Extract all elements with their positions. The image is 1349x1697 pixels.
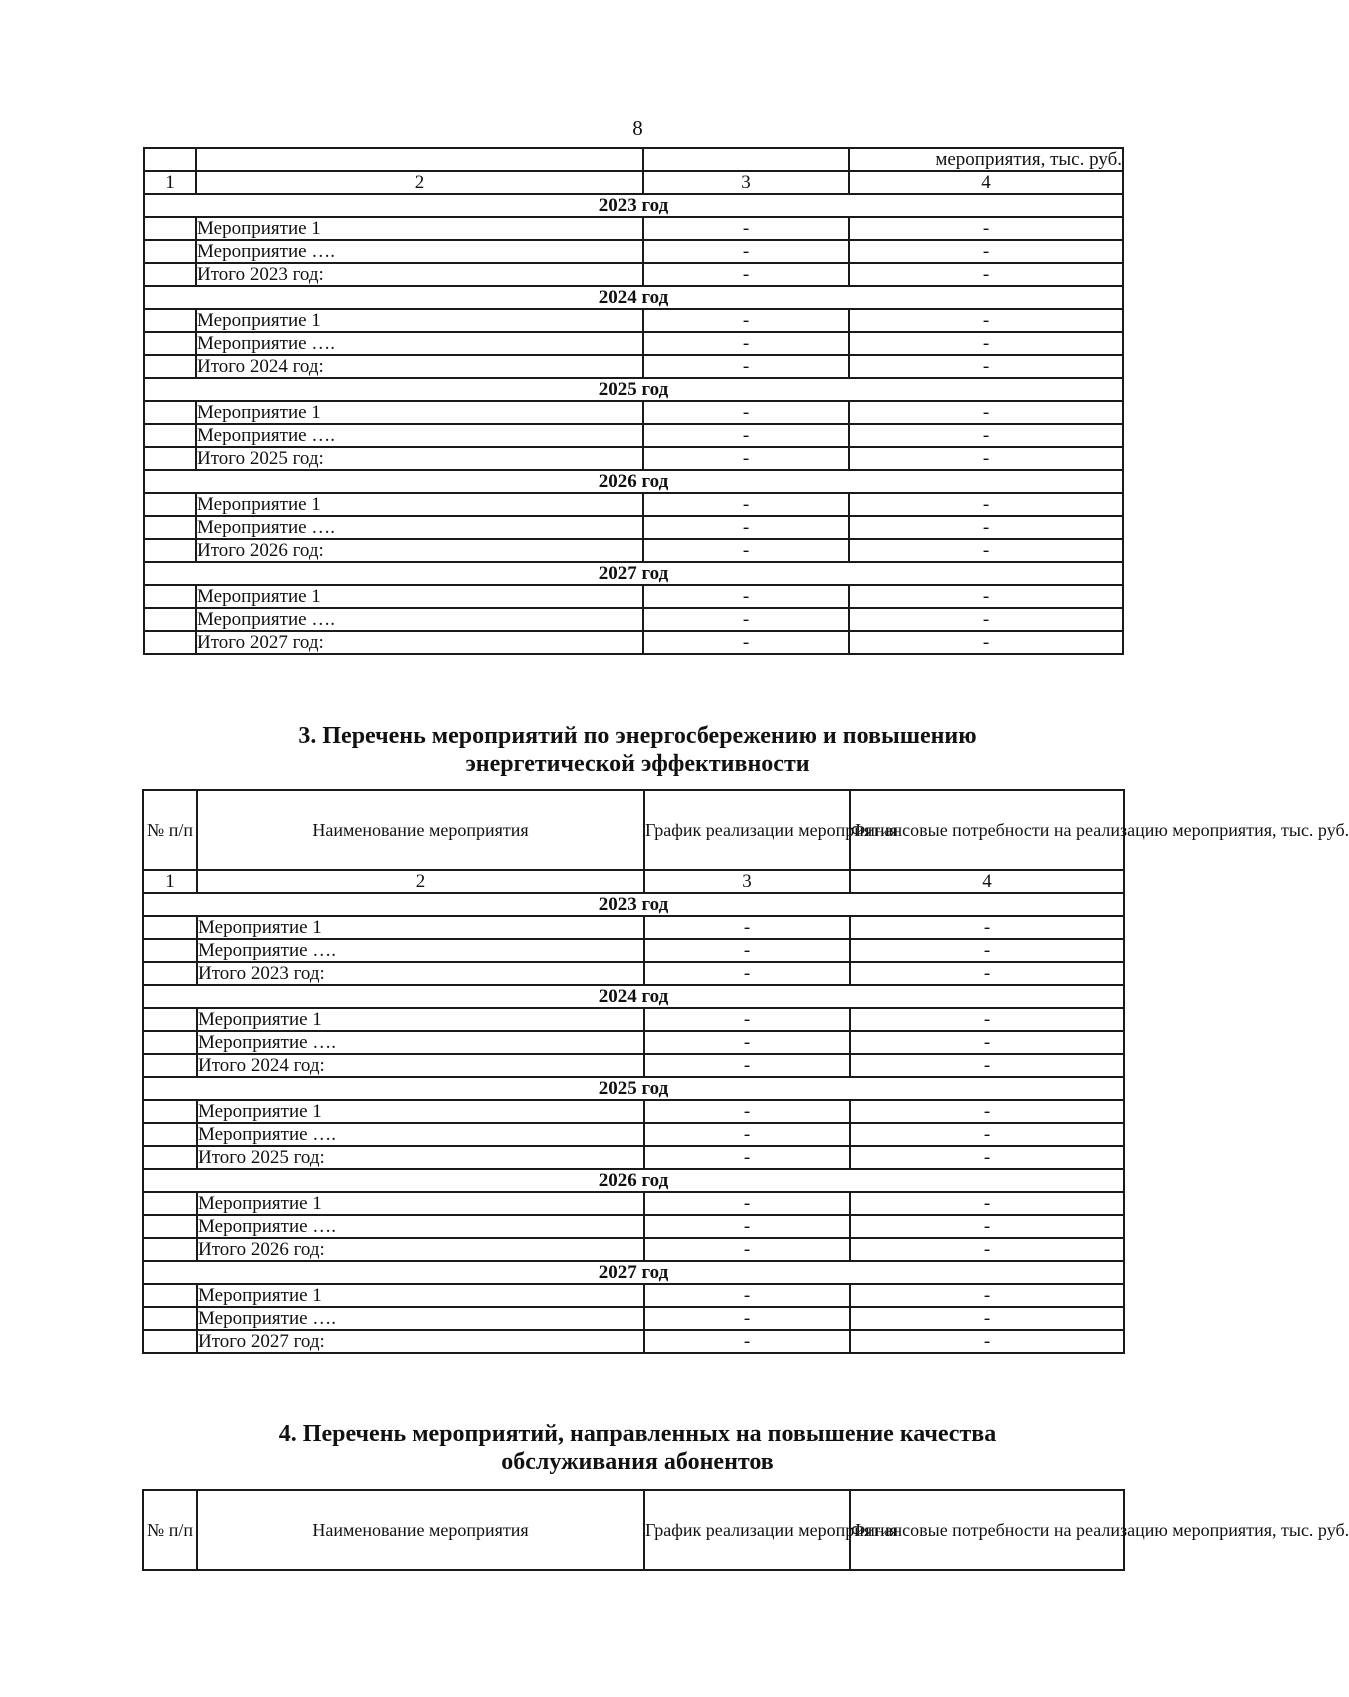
row-number-cell bbox=[144, 516, 196, 539]
schedule-value: - bbox=[643, 401, 849, 424]
table-row bbox=[144, 217, 1123, 240]
table-header-row bbox=[143, 1490, 1124, 1570]
schedule-value: - bbox=[644, 1123, 850, 1146]
year-label: 2026 год bbox=[144, 470, 1123, 493]
finance-value: - bbox=[849, 401, 1123, 424]
continued-table bbox=[143, 147, 1124, 655]
column-number: 2 bbox=[197, 870, 644, 893]
measure-name: Мероприятие 1 bbox=[196, 309, 643, 332]
schedule-value: - bbox=[643, 631, 849, 654]
column-number: 2 bbox=[196, 171, 643, 194]
table-row bbox=[144, 516, 1123, 539]
measure-name: Мероприятие 1 bbox=[197, 1008, 644, 1031]
finance-value: - bbox=[849, 608, 1123, 631]
year-row bbox=[143, 1169, 1124, 1192]
finance-value: - bbox=[850, 1307, 1124, 1330]
total-label: Итого 2025 год: bbox=[197, 1146, 644, 1169]
table-row bbox=[144, 493, 1123, 516]
measure-name: Мероприятие 1 bbox=[197, 1284, 644, 1307]
finance-value: - bbox=[849, 424, 1123, 447]
column-number: 3 bbox=[643, 171, 849, 194]
finance-value: - bbox=[849, 631, 1123, 654]
row-number-cell bbox=[144, 585, 196, 608]
table-row bbox=[144, 309, 1123, 332]
schedule-value: - bbox=[643, 424, 849, 447]
section-4-title-line-2: обслуживания абонентов bbox=[501, 1449, 774, 1475]
header-cell-name bbox=[196, 148, 643, 171]
table-row bbox=[143, 1123, 1124, 1146]
measure-name: Мероприятие 1 bbox=[196, 401, 643, 424]
row-number-cell bbox=[144, 332, 196, 355]
finance-value: - bbox=[849, 355, 1123, 378]
section-3-title-line-2: энергетической эффективности bbox=[465, 751, 810, 777]
year-row bbox=[144, 562, 1123, 585]
finance-value: - bbox=[849, 217, 1123, 240]
row-number-cell bbox=[143, 1330, 197, 1353]
row-number-cell bbox=[144, 401, 196, 424]
year-label: 2027 год bbox=[143, 1261, 1124, 1284]
row-number-cell bbox=[144, 309, 196, 332]
row-number-cell bbox=[143, 1238, 197, 1261]
year-label: 2027 год bbox=[144, 562, 1123, 585]
measure-name: Мероприятие …. bbox=[196, 424, 643, 447]
finance-value: - bbox=[850, 1215, 1124, 1238]
column-number-row bbox=[144, 171, 1123, 194]
finance-value: - bbox=[849, 447, 1123, 470]
row-number-cell bbox=[143, 1123, 197, 1146]
total-row bbox=[143, 1054, 1124, 1077]
schedule-value: - bbox=[644, 1031, 850, 1054]
finance-value: - bbox=[850, 916, 1124, 939]
section-3-title bbox=[0, 722, 1275, 778]
schedule-value: - bbox=[643, 309, 849, 332]
schedule-value: - bbox=[644, 1054, 850, 1077]
finance-value: - bbox=[849, 539, 1123, 562]
table-row bbox=[144, 401, 1123, 424]
schedule-value: - bbox=[643, 355, 849, 378]
total-label: Итого 2027 год: bbox=[196, 631, 643, 654]
total-label: Итого 2023 год: bbox=[197, 962, 644, 985]
header-name: Наименование мероприятия bbox=[197, 1490, 644, 1570]
schedule-value: - bbox=[644, 1238, 850, 1261]
total-row bbox=[144, 355, 1123, 378]
row-number-cell bbox=[143, 939, 197, 962]
column-number: 4 bbox=[850, 870, 1124, 893]
column-number: 1 bbox=[144, 171, 196, 194]
header-cell-schedule bbox=[643, 148, 849, 171]
total-label: Итого 2023 год: bbox=[196, 263, 643, 286]
schedule-value: - bbox=[643, 240, 849, 263]
year-label: 2025 год bbox=[144, 378, 1123, 401]
year-label: 2024 год bbox=[143, 985, 1124, 1008]
total-label: Итого 2024 год: bbox=[196, 355, 643, 378]
finance-value: - bbox=[850, 1100, 1124, 1123]
header-schedule: График реализации мероприятия bbox=[644, 1490, 850, 1570]
finance-value: - bbox=[850, 1192, 1124, 1215]
year-label: 2024 год bbox=[144, 286, 1123, 309]
table-row bbox=[143, 1008, 1124, 1031]
finance-value: - bbox=[849, 493, 1123, 516]
measure-name: Мероприятие 1 bbox=[197, 916, 644, 939]
year-row bbox=[143, 985, 1124, 1008]
row-number-cell bbox=[144, 217, 196, 240]
year-row bbox=[144, 378, 1123, 401]
header-finance: Финансовые потребности на реализацию мероприятия, тыс. руб. bbox=[850, 790, 1124, 870]
schedule-value: - bbox=[643, 263, 849, 286]
schedule-value: - bbox=[644, 1330, 850, 1353]
row-number-cell bbox=[143, 962, 197, 985]
schedule-value: - bbox=[644, 1284, 850, 1307]
finance-value: - bbox=[850, 1054, 1124, 1077]
section-4-title bbox=[0, 1420, 1275, 1476]
table-row bbox=[143, 1215, 1124, 1238]
measure-name: Мероприятие 1 bbox=[196, 585, 643, 608]
row-number-cell bbox=[144, 608, 196, 631]
table-row bbox=[143, 1284, 1124, 1307]
column-number: 1 bbox=[143, 870, 197, 893]
year-label: 2023 год bbox=[143, 893, 1124, 916]
section-4-title-line-1: 4. Перечень мероприятий, направленных на повышение качества bbox=[278, 1421, 997, 1447]
table-row bbox=[143, 939, 1124, 962]
row-number-cell bbox=[143, 1054, 197, 1077]
row-number-cell bbox=[144, 447, 196, 470]
schedule-value: - bbox=[644, 1100, 850, 1123]
table-row bbox=[144, 240, 1123, 263]
total-row bbox=[143, 1238, 1124, 1261]
finance-value: - bbox=[850, 1330, 1124, 1353]
measure-name: Мероприятие 1 bbox=[196, 493, 643, 516]
row-number-cell bbox=[143, 1284, 197, 1307]
schedule-value: - bbox=[643, 447, 849, 470]
measure-name: Мероприятие …. bbox=[197, 939, 644, 962]
column-number-row bbox=[143, 870, 1124, 893]
continued-header-row bbox=[144, 148, 1123, 171]
year-label: 2023 год bbox=[144, 194, 1123, 217]
total-row bbox=[143, 962, 1124, 985]
finance-value: - bbox=[850, 1238, 1124, 1261]
row-number-cell bbox=[143, 1192, 197, 1215]
total-row bbox=[144, 539, 1123, 562]
schedule-value: - bbox=[643, 493, 849, 516]
table-row bbox=[144, 424, 1123, 447]
row-number-cell bbox=[143, 1100, 197, 1123]
total-label: Итого 2026 год: bbox=[196, 539, 643, 562]
header-num: № п/п bbox=[143, 790, 197, 870]
service-quality-table bbox=[142, 1489, 1349, 1571]
finance-value: - bbox=[849, 309, 1123, 332]
year-row bbox=[144, 286, 1123, 309]
schedule-value: - bbox=[643, 516, 849, 539]
year-row bbox=[143, 1261, 1124, 1284]
row-number-cell bbox=[143, 1008, 197, 1031]
total-row bbox=[144, 263, 1123, 286]
header-num: № п/п bbox=[143, 1490, 197, 1570]
header-schedule: График реализации мероприятия bbox=[644, 790, 850, 870]
measure-name: Мероприятие …. bbox=[196, 516, 643, 539]
finance-value: - bbox=[850, 1123, 1124, 1146]
measure-name: Мероприятие 1 bbox=[197, 1192, 644, 1215]
schedule-value: - bbox=[643, 332, 849, 355]
finance-value: - bbox=[850, 1146, 1124, 1169]
finance-value: - bbox=[849, 240, 1123, 263]
schedule-value: - bbox=[644, 916, 850, 939]
section-3-title-line-1: 3. Перечень мероприятий по энергосбережению и повышению bbox=[298, 723, 977, 749]
total-label: Итого 2027 год: bbox=[197, 1330, 644, 1353]
total-row bbox=[143, 1146, 1124, 1169]
table-row bbox=[143, 1100, 1124, 1123]
schedule-value: - bbox=[644, 1146, 850, 1169]
finance-value: - bbox=[850, 1031, 1124, 1054]
total-row bbox=[144, 447, 1123, 470]
finance-value: - bbox=[849, 585, 1123, 608]
total-label: Итого 2026 год: bbox=[197, 1238, 644, 1261]
schedule-value: - bbox=[643, 217, 849, 240]
finance-value: - bbox=[849, 516, 1123, 539]
schedule-value: - bbox=[644, 1192, 850, 1215]
measure-name: Мероприятие …. bbox=[197, 1031, 644, 1054]
row-number-cell bbox=[143, 1307, 197, 1330]
year-row bbox=[143, 1077, 1124, 1100]
measure-name: Мероприятие 1 bbox=[197, 1100, 644, 1123]
table-header-row bbox=[143, 790, 1124, 870]
row-number-cell bbox=[144, 493, 196, 516]
row-number-cell bbox=[143, 916, 197, 939]
measure-name: Мероприятие …. bbox=[196, 608, 643, 631]
column-number: 4 bbox=[849, 171, 1123, 194]
energy-saving-table bbox=[142, 789, 1349, 1354]
schedule-value: - bbox=[643, 585, 849, 608]
row-number-cell bbox=[144, 424, 196, 447]
schedule-value: - bbox=[643, 608, 849, 631]
column-number: 3 bbox=[644, 870, 850, 893]
row-number-cell bbox=[144, 263, 196, 286]
table-row bbox=[144, 608, 1123, 631]
row-number-cell bbox=[143, 1215, 197, 1238]
row-number-cell bbox=[144, 539, 196, 562]
total-label: Итого 2025 год: bbox=[196, 447, 643, 470]
page-number: 8 bbox=[632, 116, 643, 140]
measure-name: Мероприятие …. bbox=[196, 240, 643, 263]
schedule-value: - bbox=[644, 1008, 850, 1031]
table-row bbox=[143, 1307, 1124, 1330]
finance-value: - bbox=[849, 332, 1123, 355]
finance-value: - bbox=[850, 939, 1124, 962]
row-number-cell bbox=[144, 631, 196, 654]
finance-value: - bbox=[850, 1008, 1124, 1031]
measure-name: Мероприятие …. bbox=[197, 1215, 644, 1238]
header-cell-finance-tail: мероприятия, тыс. руб. bbox=[849, 148, 1123, 171]
table-row bbox=[143, 916, 1124, 939]
measure-name: Мероприятие …. bbox=[196, 332, 643, 355]
schedule-value: - bbox=[643, 539, 849, 562]
year-label: 2026 год bbox=[143, 1169, 1124, 1192]
finance-value: - bbox=[849, 263, 1123, 286]
row-number-cell bbox=[144, 355, 196, 378]
measure-name: Мероприятие …. bbox=[197, 1307, 644, 1330]
table-row bbox=[144, 585, 1123, 608]
row-number-cell bbox=[144, 240, 196, 263]
row-number-cell bbox=[143, 1146, 197, 1169]
total-label: Итого 2024 год: bbox=[197, 1054, 644, 1077]
table-row bbox=[144, 332, 1123, 355]
schedule-value: - bbox=[644, 939, 850, 962]
row-number-cell bbox=[143, 1031, 197, 1054]
finance-value: - bbox=[850, 962, 1124, 985]
schedule-value: - bbox=[644, 962, 850, 985]
measure-name: Мероприятие 1 bbox=[196, 217, 643, 240]
table-row bbox=[143, 1031, 1124, 1054]
year-row bbox=[144, 470, 1123, 493]
schedule-value: - bbox=[644, 1307, 850, 1330]
header-cell-num bbox=[144, 148, 196, 171]
year-label: 2025 год bbox=[143, 1077, 1124, 1100]
total-row bbox=[144, 631, 1123, 654]
total-row bbox=[143, 1330, 1124, 1353]
table-row bbox=[143, 1192, 1124, 1215]
year-row bbox=[143, 893, 1124, 916]
finance-value: - bbox=[850, 1284, 1124, 1307]
schedule-value: - bbox=[644, 1215, 850, 1238]
header-name: Наименование мероприятия bbox=[197, 790, 644, 870]
measure-name: Мероприятие …. bbox=[197, 1123, 644, 1146]
year-row bbox=[144, 194, 1123, 217]
header-finance: Финансовые потребности на реализацию мероприятия, тыс. руб. bbox=[850, 1490, 1124, 1570]
